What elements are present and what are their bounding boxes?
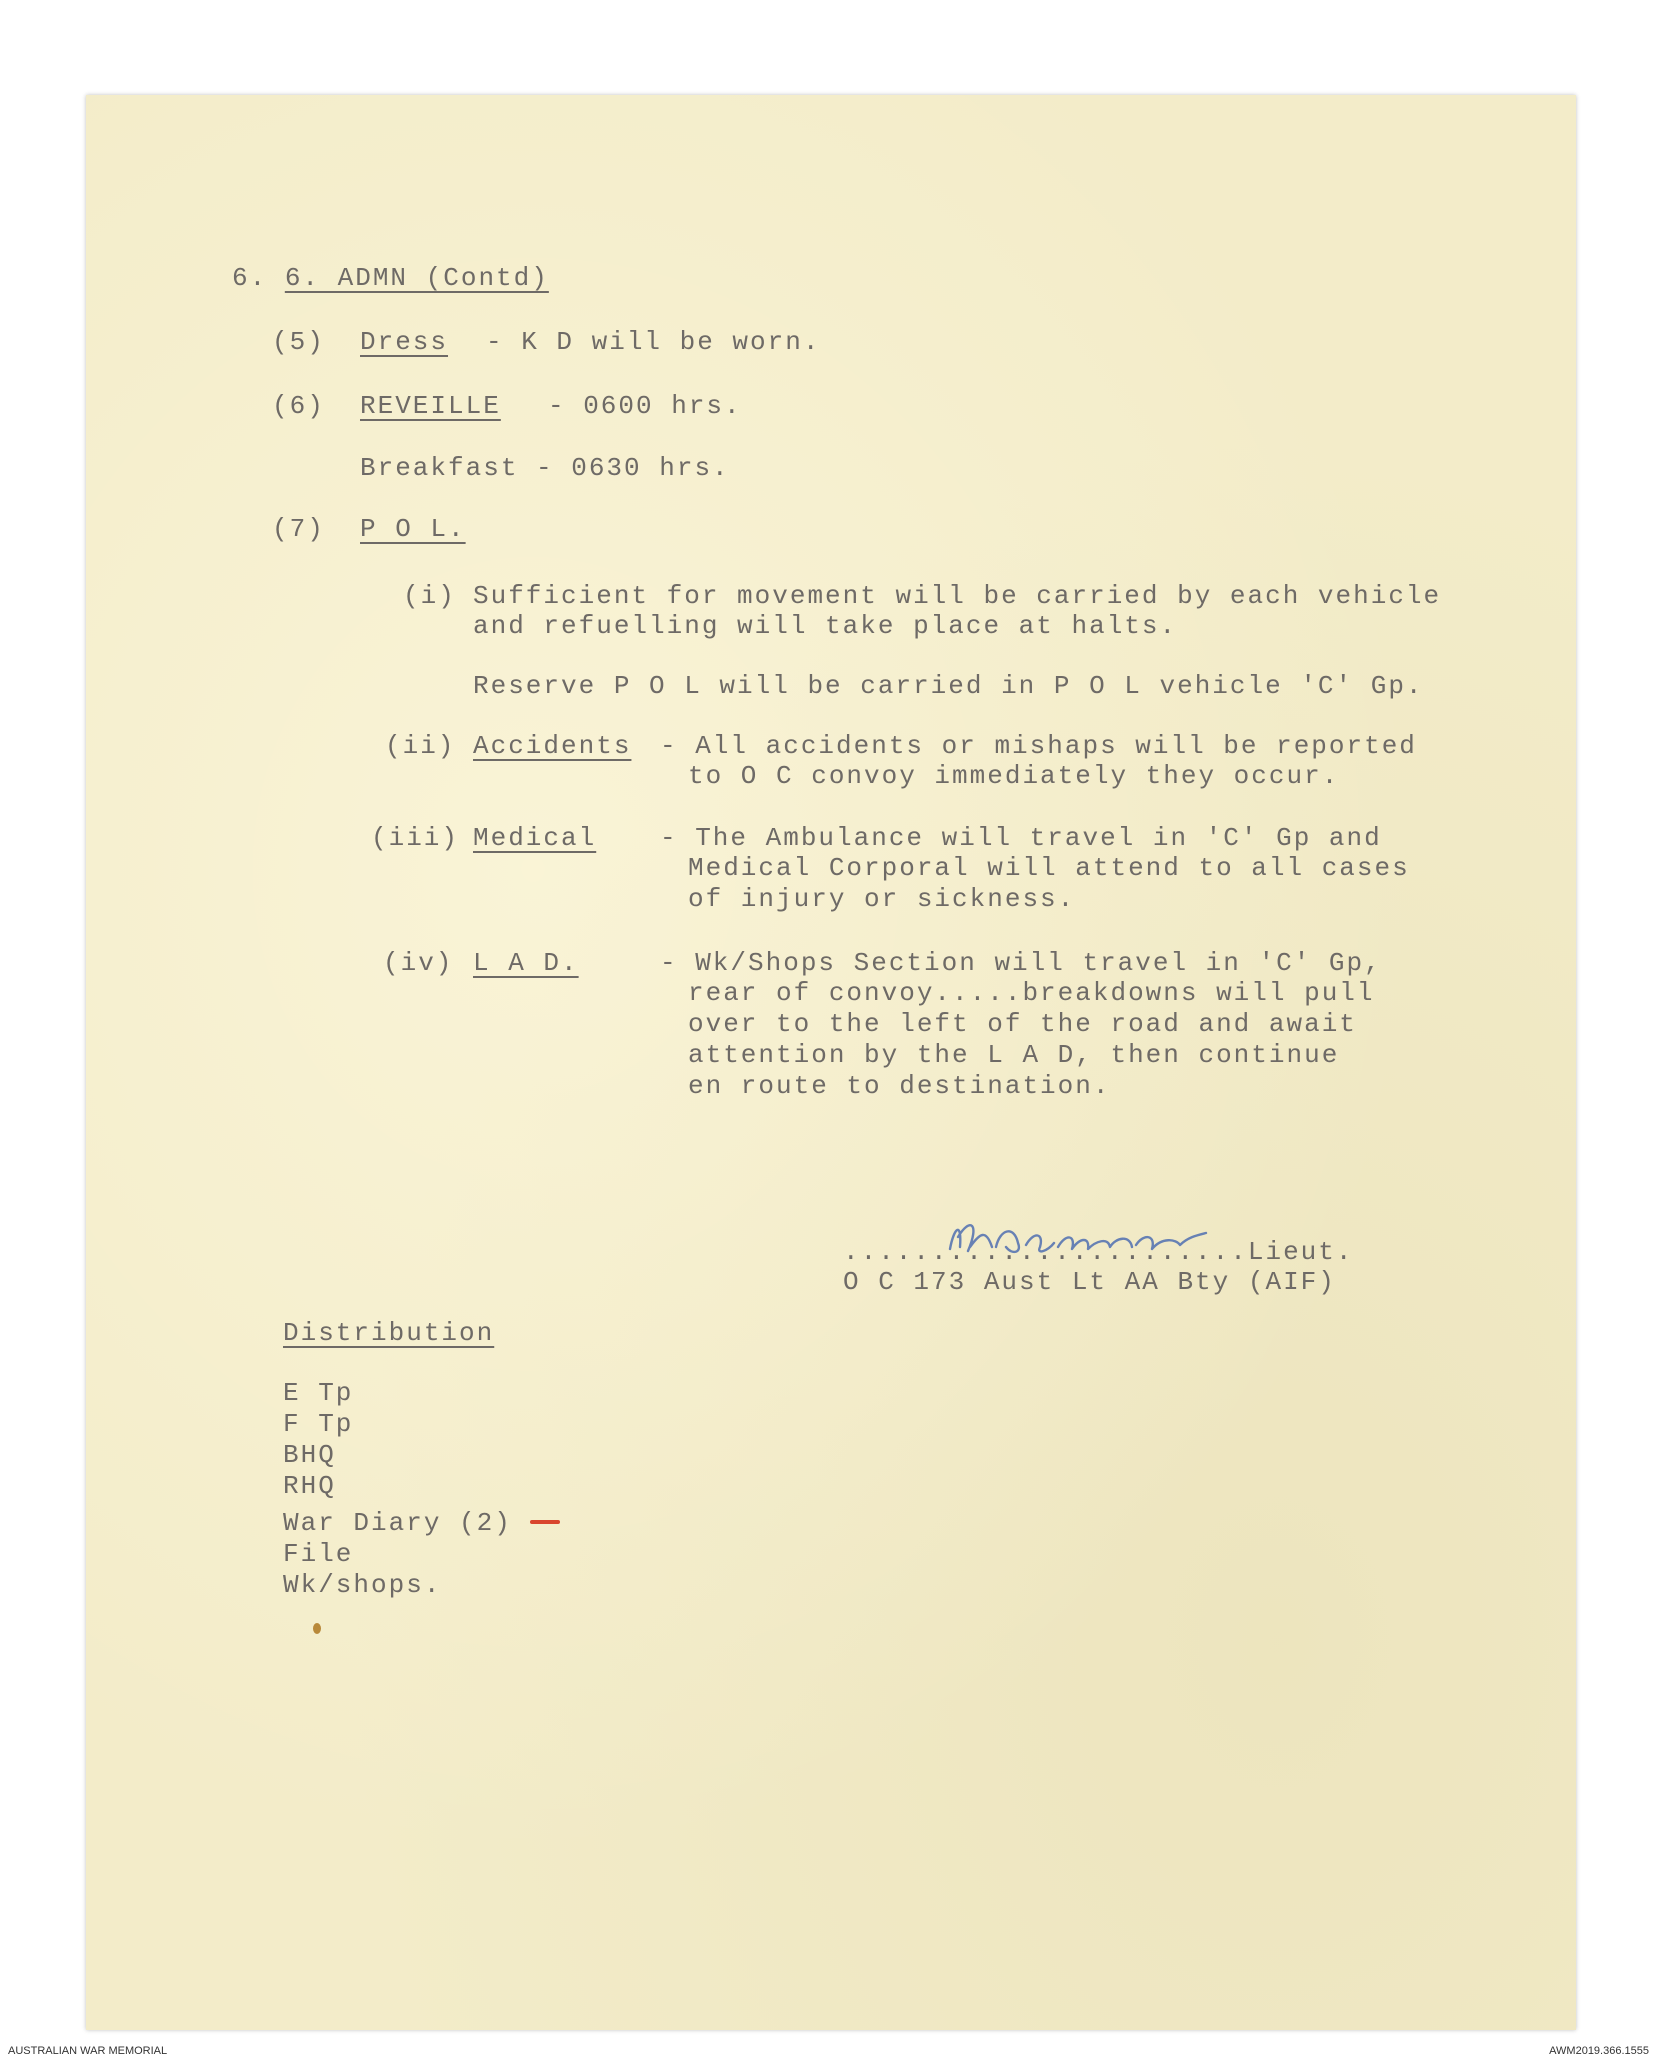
subitem-ii-line1: - All accidents or mishaps will be reported: [660, 731, 1417, 761]
subitem-iii-line3: of injury or sickness.: [688, 884, 1076, 914]
signature-title-line: O C 173 Aust Lt AA Bty (AIF): [843, 1267, 1336, 1297]
subitem-i-line1: Sufficient for movement will be carried by each vehicle: [473, 581, 1442, 611]
subitem-iii-number: (iii): [371, 823, 460, 853]
subitem-iv-number: (iv): [383, 948, 454, 978]
item-7-number: (7): [272, 514, 325, 544]
subitem-iii-line1: - The Ambulance will travel in 'C' Gp and: [660, 823, 1382, 853]
subitem-ii-title: Accidents: [473, 731, 632, 761]
breakfast-line: Breakfast - 0630 hrs.: [360, 453, 730, 483]
subitem-iv-line1: - Wk/Shops Section will travel in 'C' Gp,: [660, 948, 1382, 978]
section-heading: 6. ADMN (Contd): [284, 263, 549, 293]
red-pencil-mark: [530, 1520, 560, 1524]
reserve-pol-line: Reserve P O L will be carried in P O L vehicle 'C' Gp.: [473, 671, 1424, 701]
subitem-ii-number: (ii): [385, 731, 456, 761]
distribution-title: Distribution: [283, 1318, 495, 1348]
item-7-title: P O L.: [360, 514, 466, 544]
subitem-iv-line5: en route to destination.: [688, 1071, 1111, 1101]
distribution-item: War Diary (2): [283, 1508, 512, 1538]
distribution-item: File: [283, 1539, 354, 1569]
item-6-title: REVEILLE: [360, 391, 501, 421]
footer-archive-name: AUSTRALIAN WAR MEMORIAL: [8, 2045, 168, 2057]
paper-stain: [313, 1623, 321, 1634]
subitem-ii-line2: to O C convoy immediately they occur.: [688, 761, 1340, 791]
subitem-iv-line3: over to the left of the road and await: [688, 1009, 1357, 1039]
section-number: 6. 6. ADMN (Contd): [232, 263, 549, 293]
subitem-iv-line4: attention by the L A D, then continue: [688, 1040, 1340, 1070]
distribution-item: E Tp: [283, 1378, 354, 1408]
item-5-title: Dress: [360, 327, 449, 357]
item-6-number: (6): [272, 391, 325, 421]
distribution-item: RHQ: [283, 1471, 336, 1501]
subitem-iii-line2: Medical Corporal will attend to all cases: [688, 853, 1410, 883]
subitem-iii-title: Medical: [473, 823, 597, 853]
subitem-i-number: (i): [403, 581, 456, 611]
item-6-text: - 0600 hrs.: [548, 391, 742, 421]
subitem-i-line2: and refuelling will take place at halts.: [473, 611, 1178, 641]
item-5-text: - K D will be worn.: [486, 327, 821, 357]
item-5-number: (5): [272, 327, 325, 357]
distribution-item: F Tp: [283, 1409, 354, 1439]
distribution-item: BHQ: [283, 1440, 336, 1470]
distribution-item: Wk/shops.: [283, 1570, 442, 1600]
subitem-iv-line2: rear of convoy.....breakdowns will pull: [688, 978, 1375, 1008]
signature-dots-line: .......................Lieut.: [843, 1237, 1354, 1267]
subitem-iv-title: L A D.: [473, 948, 579, 978]
footer-item-id: AWM2019.366.1555: [1549, 2045, 1649, 2057]
